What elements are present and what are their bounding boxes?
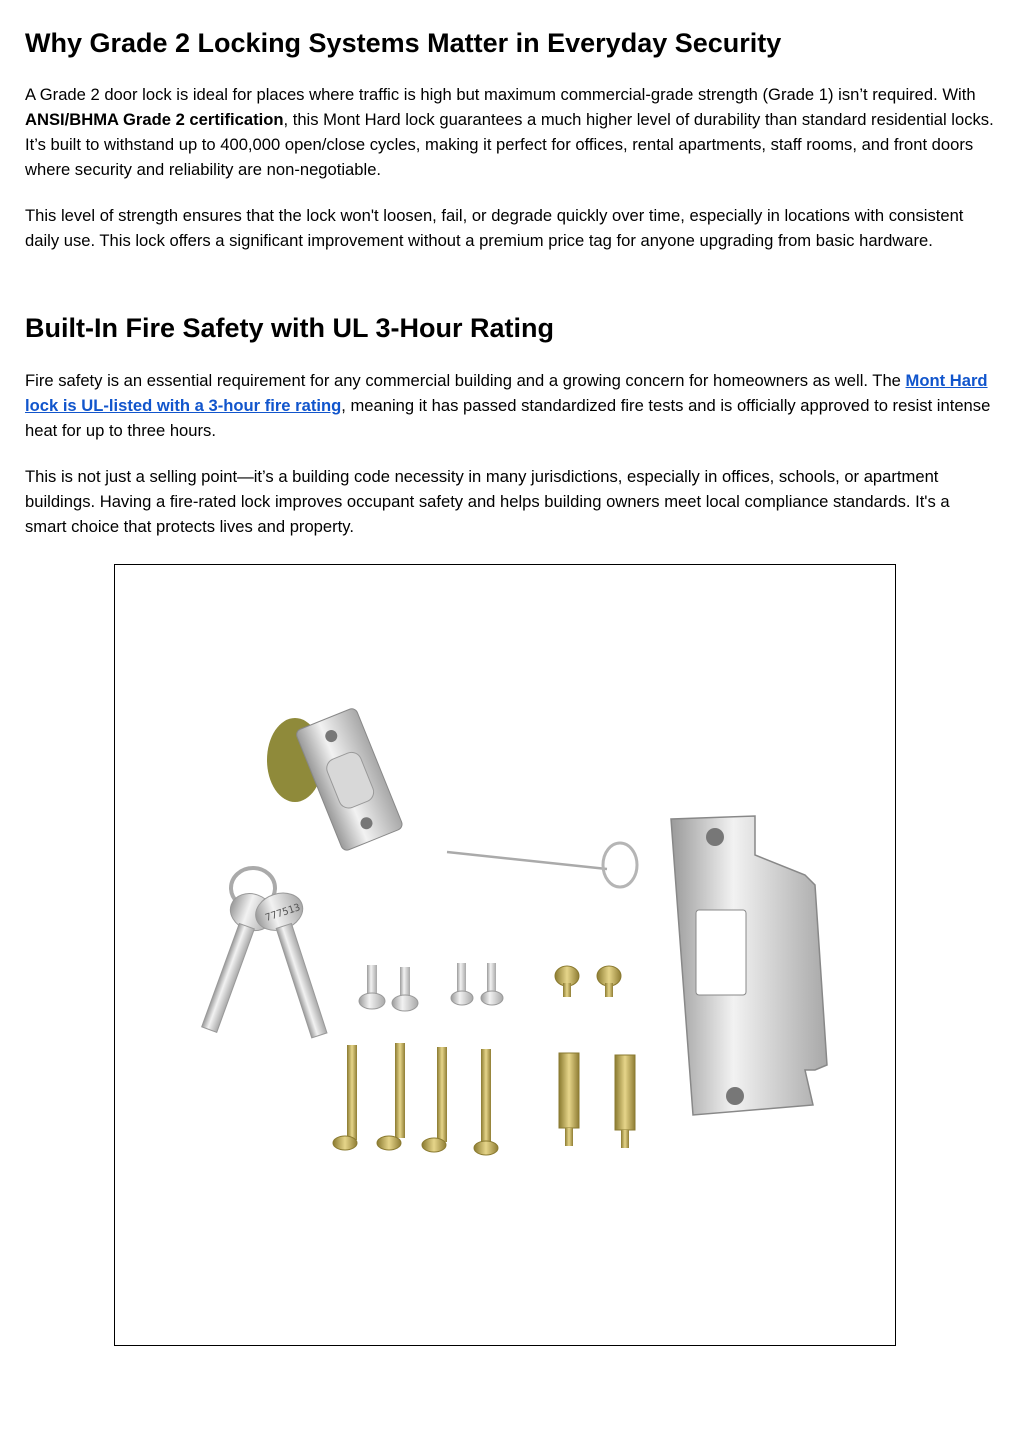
- machine-screw: [377, 1043, 405, 1150]
- hex-posts: [559, 1053, 635, 1148]
- long-screws: [333, 1043, 498, 1155]
- screw: [481, 963, 503, 1005]
- screw: [392, 967, 418, 1011]
- machine-screw: [422, 1047, 447, 1152]
- key-tag-number: 777513: [263, 902, 302, 924]
- paragraph-text: A Grade 2 door lock is ideal for places where traffic is high but maximum commercial-grade strength (Grade 1) isn’t required. With: [25, 85, 976, 104]
- screw: [359, 965, 385, 1009]
- pin-tool: [447, 843, 637, 887]
- ul-listed-link[interactable]: Mont Hard lock is UL-listed with a 3-hour fire rating: [25, 371, 988, 415]
- hex-post: [559, 1053, 579, 1146]
- paragraph-grade2-intro: [25, 82, 995, 182]
- strike-screw-hole: [706, 828, 724, 846]
- keys: [189, 868, 343, 1043]
- section-heading-grade2: Why Grade 2 Locking Systems Matter in Everyday Security: [25, 28, 782, 58]
- short-screws: [359, 963, 621, 1011]
- paragraph-text: Fire safety is an essential requirement for any commercial building and a growing concern for homeowners as well. The: [25, 371, 906, 390]
- screw: [597, 966, 621, 997]
- product-image-frame: [114, 564, 896, 1346]
- machine-screw: [333, 1045, 357, 1150]
- paragraph-fire-safety: [25, 368, 995, 443]
- paragraph-text: , this Mont Hard lock guarantees a much higher level of durability than standard residential locks. It’s built to withstand up to 400,000 open/close cycles, making it perfect for offices, rental apartments, staff rooms, and front doors where security and reliability are non-negotiable.: [25, 110, 994, 179]
- paragraph-code-necessity: This is not just a selling point—it’s a building code necessity in many jurisdictions, especially in offices, schools, or apartment buildings. Having a fire-rated lock improves occupant safety and helps building owners meet local compliance standards. It's a smart choice that protects lives and property.: [25, 467, 950, 536]
- hex-post: [615, 1055, 635, 1148]
- lock-hardware-illustration: [115, 565, 895, 1345]
- paragraph-text: , meaning it has passed standardized fire tests and is officially approved to resist intense heat for up to three hours.: [25, 396, 991, 440]
- screw: [451, 963, 473, 1005]
- section-heading-fire-safety: Built-In Fire Safety with UL 3-Hour Rating: [25, 313, 555, 343]
- certification-bold-text: ANSI/BHMA Grade 2 certification: [25, 110, 284, 129]
- strike-screw-hole: [726, 1087, 744, 1105]
- machine-screw: [474, 1049, 498, 1155]
- paragraph-strength: This level of strength ensures that the lock won't loosen, fail, or degrade quickly over time, especially in locations with consistent daily use. This lock offers a significant improvement without a premium price tag for anyone upgrading from basic hardware.: [25, 206, 964, 250]
- screw: [555, 966, 579, 997]
- latch-assembly: [267, 707, 404, 852]
- strike-opening: [696, 910, 746, 995]
- strike-plate: [671, 816, 827, 1115]
